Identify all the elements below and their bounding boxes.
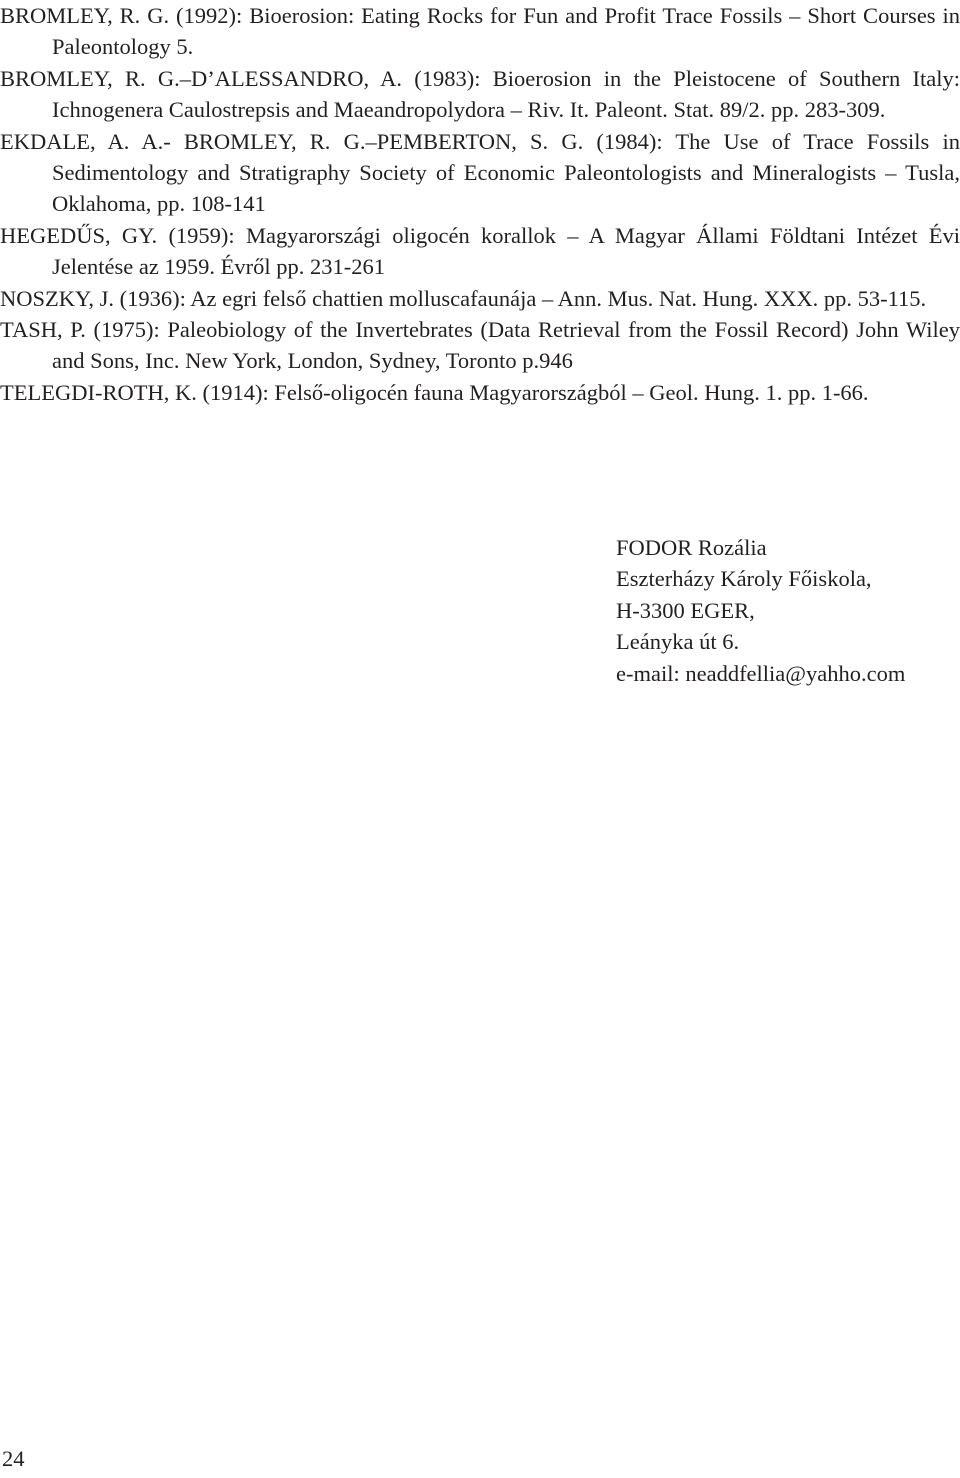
reference-entry-telegdi-roth-1914: TELEGDI-ROTH, K. (1914): Felső-oligocén fauna Magyarországból – Geol. Hung. 1. pp. 1-66. — [0, 379, 869, 405]
reference-list — [0, 0, 960, 408]
reference-entry-tash-1975: TASH, P. (1975): Paleobiology of the Invertebrates (Data Retrieval from the Fossil Record) John Wiley and Sons, Inc. New York, London, Sydney, Toronto p.946 — [0, 317, 960, 374]
reference-entry-ekdale-1984: EKDALE, A. A.- BROMLEY, R. G.–PEMBERTON, S. G. (1984): The Use of Trace Fossils in Sedimentology and Stratigraphy Society of Economic Paleontologists and Mineralogists – Tusla, Oklahoma, pp. 108-141 — [0, 128, 960, 217]
author-name: FODOR Rozália — [616, 535, 767, 560]
author-address-block — [616, 532, 960, 689]
reference-entry-hegedus-1959: HEGEDŰS, GY. (1959): Magyarországi oligocén korallok – A Magyar Állami Földtani Intézet Évi Jelentése az 1959. Évről pp. 231-261 — [0, 222, 960, 280]
reference-entry-bromley-1992: BROMLEY, R. G. (1992): Bioerosion: Eating Rocks for Fun and Profit Trace Fossils – Short Courses in Paleontology 5. — [0, 3, 960, 60]
author-street: Leányka út 6. — [616, 629, 740, 655]
page-number: 24 — [2, 1446, 25, 1471]
author-email: e-mail: neaddfellia@yahho.com — [616, 660, 906, 686]
author-institution: Eszterházy Károly Főiskola, — [616, 566, 872, 592]
reference-entry-bromley-dalessandro-1983: BROMLEY, R. G.–D’ALESSANDRO, A. (1983): Bioerosion in the Pleistocene of Southern Italy: Ichnogenera Caulostrepsis and Maeandropolydora – Riv. It. Paleont. Stat. 89/2. pp. 283-309. — [0, 65, 960, 123]
author-city: H-3300 EGER, — [616, 597, 755, 623]
reference-entry-noszky-1936: NOSZKY, J. (1936): Az egri felső chattien molluscafaunája – Ann. Mus. Nat. Hung. XXX. pp. 53-115. — [0, 285, 927, 311]
